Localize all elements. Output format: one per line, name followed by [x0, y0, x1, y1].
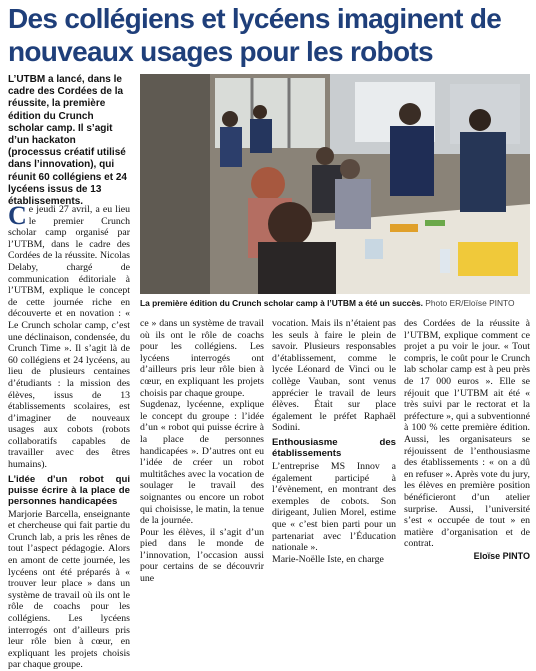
photo-illustration	[140, 74, 530, 294]
body-paragraph: ce » dans un système de travail où ils ont le rôle de coachs pour les collégiens. Les lycéens interrogés ont d’ailleurs pris leur rôle bien à cœur, en expliquant les projets choisis par chaque groupe.	[140, 318, 264, 399]
body-paragraph: Sugdenaz, lycéenne, explique le concept du groupe : l’idée d’un « robot qui puisse écrire à la place de personnes handicapées ». D’autres ont eu l’idée de créer un robot multitâches avec la vocation de soulager le travail des soignantes ou encore un robot qui choisisse, le matin, la tenue de la journée.	[140, 399, 264, 527]
article-column-4	[404, 318, 530, 559]
subheading: Enthousiasme des établissements	[272, 436, 396, 459]
subheading: L’idée d’un robot qui puisse écrire à la place de personnes handicapées	[8, 473, 130, 507]
body-paragraph: des Cordées de la réussite à l’UTBM, explique comment ce projet a pu voir le jour. « Tout compris, le coût pour le Crunch lab scholar camp est à peu près de 17 000 euros ». Elle se réjouit que l’UTBM ait été « très suivi par le rectorat et la préfecture », qui a subventionné à 100 % cette première édition. Aussi, les organisateurs se réjouissent de l’enthousiasme des établissements : « on a dû en refuser ». Après vote du jury, les élèves en première position bénéficieront d’un atelier surprise. Aussi, l’université s’est « occupée de tout » en matière d’organisation et de contrat.	[404, 318, 530, 550]
body-paragraph: e jeudi 27 avril, a eu lieu le premier Crunch scholar camp organisé par l’UTBM, dans le cadre des Cordées de la réussite. Nicolas Delaby, chargé de communication éditoriale à l’UTBM, explique le concept de cette journée riche en découverte et en novation : « Le Crunch scholar camp, c’est une déclinaison, condensée, du Crunch Time ». Il s’agit là de 60 collégiens et 24 lycéens, au lieu de plusieurs centaines d’étudiants : la mission des élèves, issus de 13 établissements scolaires, est d’imaginer de nouveaux usages aux cobots (robots collaboratifs capables de travailler avec des êtres humains).	[8, 204, 130, 471]
body-paragraph: Marjorie Barcella, enseignante et chercheuse qui fait partie du Crunch lab, a pris les rênes de tout l’aspect pédagogie. Alors en amont de cette journée, les lycéens ont été préparés à « trouver leur place » dans un système de travail où ils ont le rôle de coachs pour les collégiens. Les lycéens interrogés ont d’ailleurs pris leur rôle bien à cœur, en expliquant les projets choisis par chaque groupe.	[8, 508, 130, 671]
article-lead: L’UTBM a lancé, dans le cadre des Cordées de la réussite, la première édition du Crunch scholar camp. Il s’agit d’un hackaton (processus créatif utilisé dans l’innovation), qui réunit 60 collégiens et 24 lycéens issus de 13 établissements.	[8, 74, 127, 208]
drop-cap: C	[8, 201, 27, 230]
photo-credit: Photo ER/Eloïse PINTO	[425, 298, 515, 308]
body-paragraph: Marie-Noëlle Iste, en charge	[272, 553, 384, 565]
body-paragraph: L’entreprise MS Innov a également participé à l’évènement, en montrant des exemples de cobots. Son dirigeant, Julien Morel, estime que « c’est bien parti pour un partenariat avec l’Éducation nationale ».	[272, 460, 396, 554]
headline: Des collégiens et lycéens imaginent de nouveaux usages pour les robots	[8, 3, 502, 67]
photo-caption	[140, 297, 530, 309]
caption-text: La première édition du Crunch scholar camp à l’UTBM a été un succès.	[140, 298, 423, 308]
article-column-3	[272, 318, 396, 565]
article-column-2	[140, 318, 264, 585]
author-signature: Eloïse PINTO	[473, 550, 530, 561]
body-paragraph: vocation. Mais ils n’étaient pas les seuls à faire le plein de savoir. Plusieurs responsables d’établissement, comme le lycée Léonard de Vinci ou le collège Vauban, sont venus apprécier le travail de leurs élèves. Était sur place également le préfet Raphaël Sodini.	[272, 318, 396, 434]
article-column-1	[8, 201, 130, 671]
body-paragraph: Pour les élèves, il s’agit d’un pied dans le monde de l’innovation, l’occasion aussi pour certains de se découvrir une	[140, 526, 264, 585]
article-photo	[140, 74, 530, 294]
